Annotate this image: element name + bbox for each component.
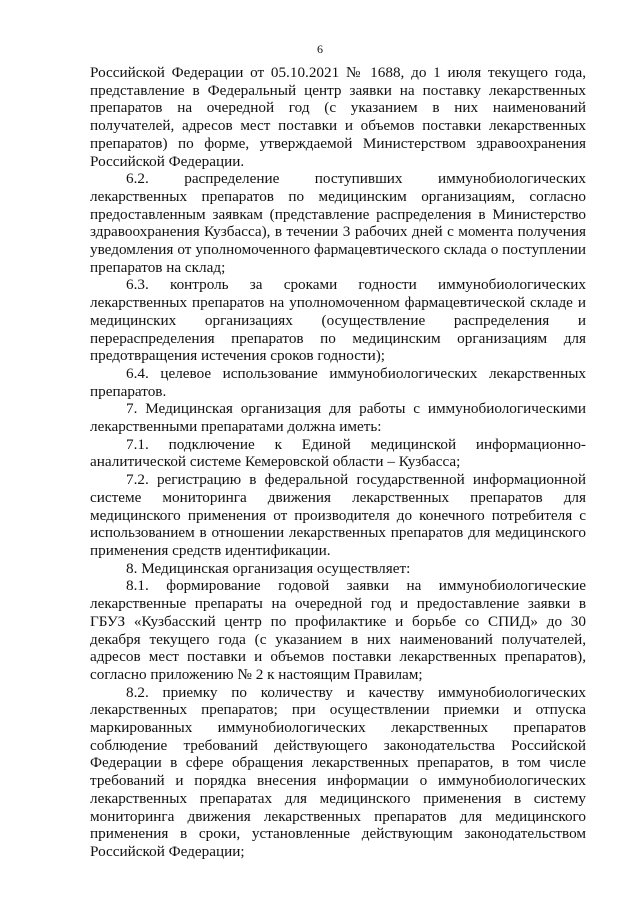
paragraph-continuation: Российской Федерации от 05.10.2021 № 1688, до 1 июля текущего года, представление в Федеральный центр заявки на поставку лекарственных препаратов на очередной год (с указанием в них наименований получателей, адресов мест поставки и объемов поставки лекарственных препаратов) по форме, утверждаемой Министерством здравоохранения Российской Федерации. [90,64,586,170]
page-number: 6 [317,42,323,56]
paragraph-6-2: 6.2. распределение поступивших иммунобиологических лекарственных препаратов по медицинским организациям, согласно предоставленным заявкам (представление распределения в Министерство здравоохранения Кузбасса), в течении 3 рабочих дней с момента получения уведомления от уполномоченного фармацевтического склада о поступлении препаратов на склад; [90,170,586,276]
paragraph-7-2: 7.2. регистрацию в федеральной государственной информационной системе мониторинга движения лекарственных препаратов для медицинского применения от производителя до конечного потребителя с использованием в отношении лекарственных препаратов для медицинского применения средств идентификации. [90,471,586,559]
paragraph-7-1: 7.1. подключение к Единой медицинской информационно-аналитической системе Кемеровской области – Кузбасса; [90,435,586,471]
paragraph-8: 8. Медицинская организация осуществляет: [126,559,411,577]
paragraph-8-2: 8.2. приемку по количеству и качеству иммунобиологических лекарственных препаратов; при осуществлении приемки и отпуска маркированных иммунобиологических лекарственных препаратов соблюдение требований действующего законодательства Российской Федерации в сфере обращения лекарственных препаратов, в том числе требований и порядка внесения информации о иммунобиологических лекарственных препаратах для медицинского применения в систему мониторинга движения лекарственных препаратов для медицинского применения в сроки, установленные действующим законодательством Российской Федерации; [90,683,586,860]
paragraph-8-1: 8.1. формирование годовой заявки на иммунобиологические лекарственные препараты на очередной год и предоставление заявки в ГБУЗ «Кузбасский центр по профилактике и борьбе со СПИД» до 30 декабря текущего года (с указанием в них наименований получателей, адресов мест поставки и объемов поставки лекарственных препаратов), согласно приложению № 2 к настоящим Правилам; [90,577,586,683]
paragraph-7: 7. Медицинская организация для работы с иммунобиологическими лекарственными препаратами должна иметь: [90,400,586,436]
paragraph-6-4: 6.4. целевое использование иммунобиологических лекарственных препаратов. [90,364,586,400]
document-body [90,64,586,861]
paragraph-6-3: 6.3. контроль за сроками годности иммунобиологических лекарственных препаратов на уполномоченном фармацевтической складе и медицинских организациях (осуществление распределения и перераспределения препаратов по медицинским организациям для предотвращения истечения сроков годности); [90,276,586,365]
